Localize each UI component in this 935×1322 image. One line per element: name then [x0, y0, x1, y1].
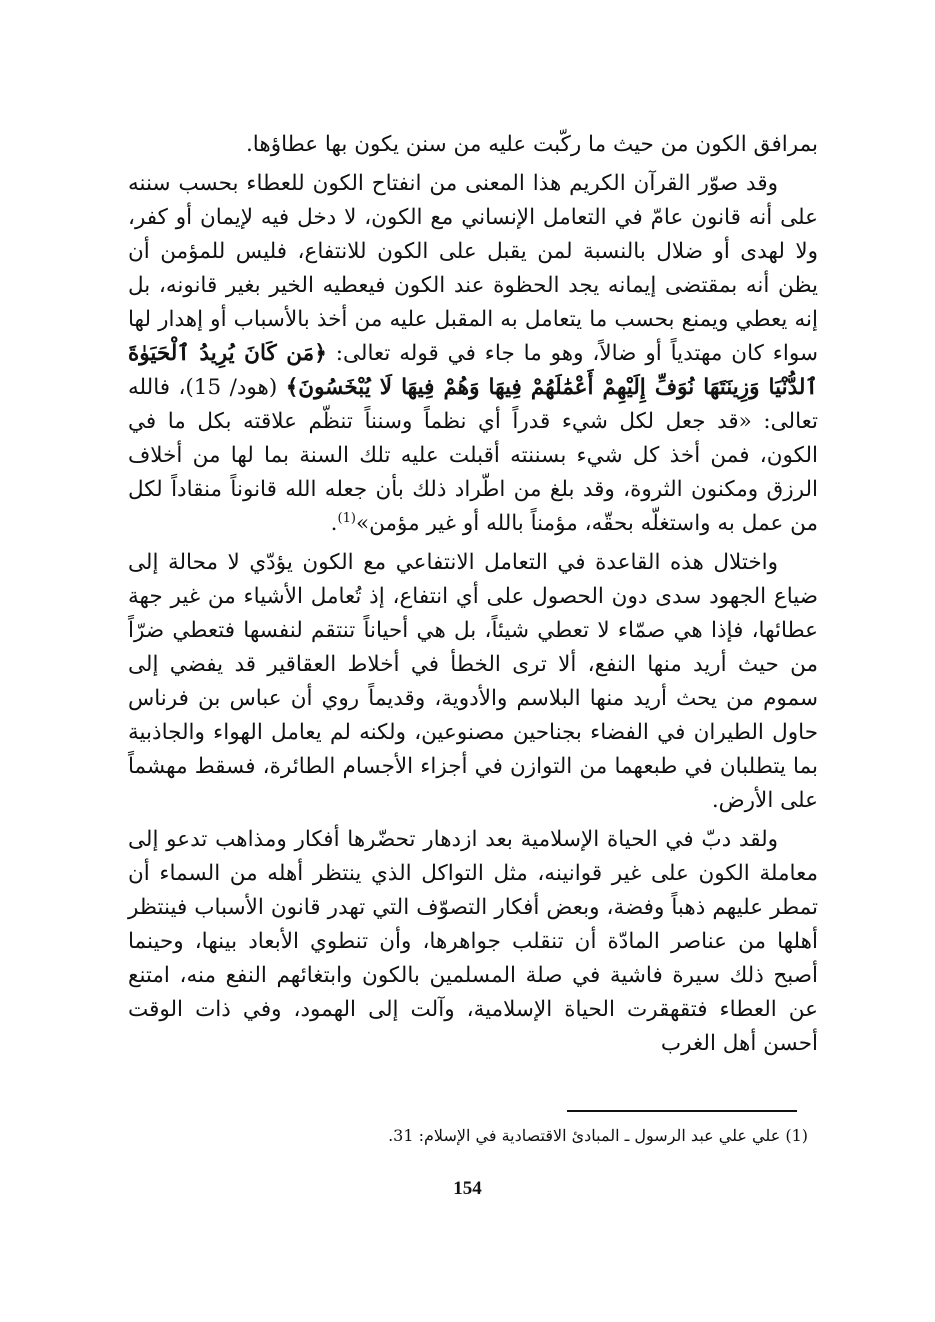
footnote-reference: (1): [337, 510, 356, 526]
paragraph-2-intro: وقد صوّر القرآن الكريم هذا المعنى من انفتاح الكون للعطاء بحسب سننه على أنه قانون عامّ في التعامل الإنساني مع الكون، لا دخل فيه لإيمان أو كفر، ولا لهدى أو ضلال بالنسبة لمن يقبل على الكون للانتفاع، فليس للمؤمن أن يظن أنه بمقتضى إيمانه يجد الحظوة عند الكون فيعطيه الخير بغير قانونه، بل إنه يعطي ويمنع بحسب ما يتعامل به المقبل عليه من أخذ بالأسباب أو إهدار لها سواء كان مهتدياً أو ضالاً، وهو ما جاء في قوله تعالى:: [128, 171, 818, 366]
footnote: (1) علي علي عبد الرسول ـ المبادئ الاقتصادية في الإسلام: 31.: [388, 1126, 808, 1145]
paragraph-1: بمرافق الكون من حيث ما ركّبت عليه من سنن يكون بها عطاؤها.: [245, 132, 818, 157]
paragraph-4: ولقد دبّ في الحياة الإسلامية بعد ازدهار تحضّرها أفكار ومذاهب تدعو إلى معاملة الكون على غير قوانينه، مثل التواكل الذي ينتظر أهله من السماء أن تمطر عليهم ذهباً وفضة، وبعض أفكار التصوّف التي تهدر قانون الأسباب فينتظر أهلها من عناصر المادّة أن تنقلب جواهرها، وأن تنطوي الأبعاد بينها، وحينما أصبح ذلك سيرة فاشية في صلة المسلمين بالكون وابتغائهم النفع منه، امتنع عن العطاء فتقهقرت الحياة الإسلامية، وآلت إلى الهمود، وفي ذات الوقت أحسن أهل الغرب: [128, 827, 818, 1056]
quran-verse: ﴿مَن كَانَ يُرِيدُ ٱلْحَيَوٰةَ ٱلدُّنْيَا وَزِينَتَهَا نُوَفِّ إِلَيْهِمْ أَعْمَٰلَهُمْ فِيهَا وَهُمْ فِيهَا لَا يُبْخَسُونَ﴾: [128, 341, 819, 400]
footnote-divider: [567, 1110, 797, 1112]
paragraph-2: [128, 167, 818, 541]
body-text: [128, 128, 818, 1061]
paragraph-3: واختلال هذه القاعدة في التعامل الانتفاعي مع الكون يؤدّي لا محالة إلى ضياع الجهود سدى دون الحصول على أي انتفاع، إذ تُعامل الأشياء من غير جهة عطائها، فإذا هي صمّاء لا تعطي شيئاً، بل هي أحياناً تنتقم لنفسها فتعطي ضرّاً من حيث أريد منها النفع، ألا ترى الخطأ في أخلاط العقاقير قد يفضي إلى سموم من يحث أريد منها البلاسم والأدوية، وقديماً روي أن عباس بن فرناس حاول الطيران في الفضاء بجناحين مصنوعين، ولكنه لم يعامل الهواء والجاذبية بما يتطلبان في طبعهما من التوازن في أجزاء الأجسام الطائرة، فسقط مهشماً على الأرض.: [128, 550, 818, 813]
paragraph-2-end: .: [330, 511, 338, 536]
page-number: 154: [453, 1178, 482, 1199]
paragraph-2-quote: (هود/ 15)، فالله تعالى: «قد جعل لكل شيء قدراً أي نظماً وسنناً تنظّم علاقته بكل ما في الكون، فمن أخذ كل شيء بسننته أقبلت عليه تلك السنة بما لها من أخلاف الرزق ومكنون الثروة، وقد بلغ من اطّراد ذلك بأن جعله الله قانوناً منقاداً لكل من عمل به واستغلّه بحقّه، مؤمناً بالله أو غير مؤمن»: [128, 375, 818, 536]
